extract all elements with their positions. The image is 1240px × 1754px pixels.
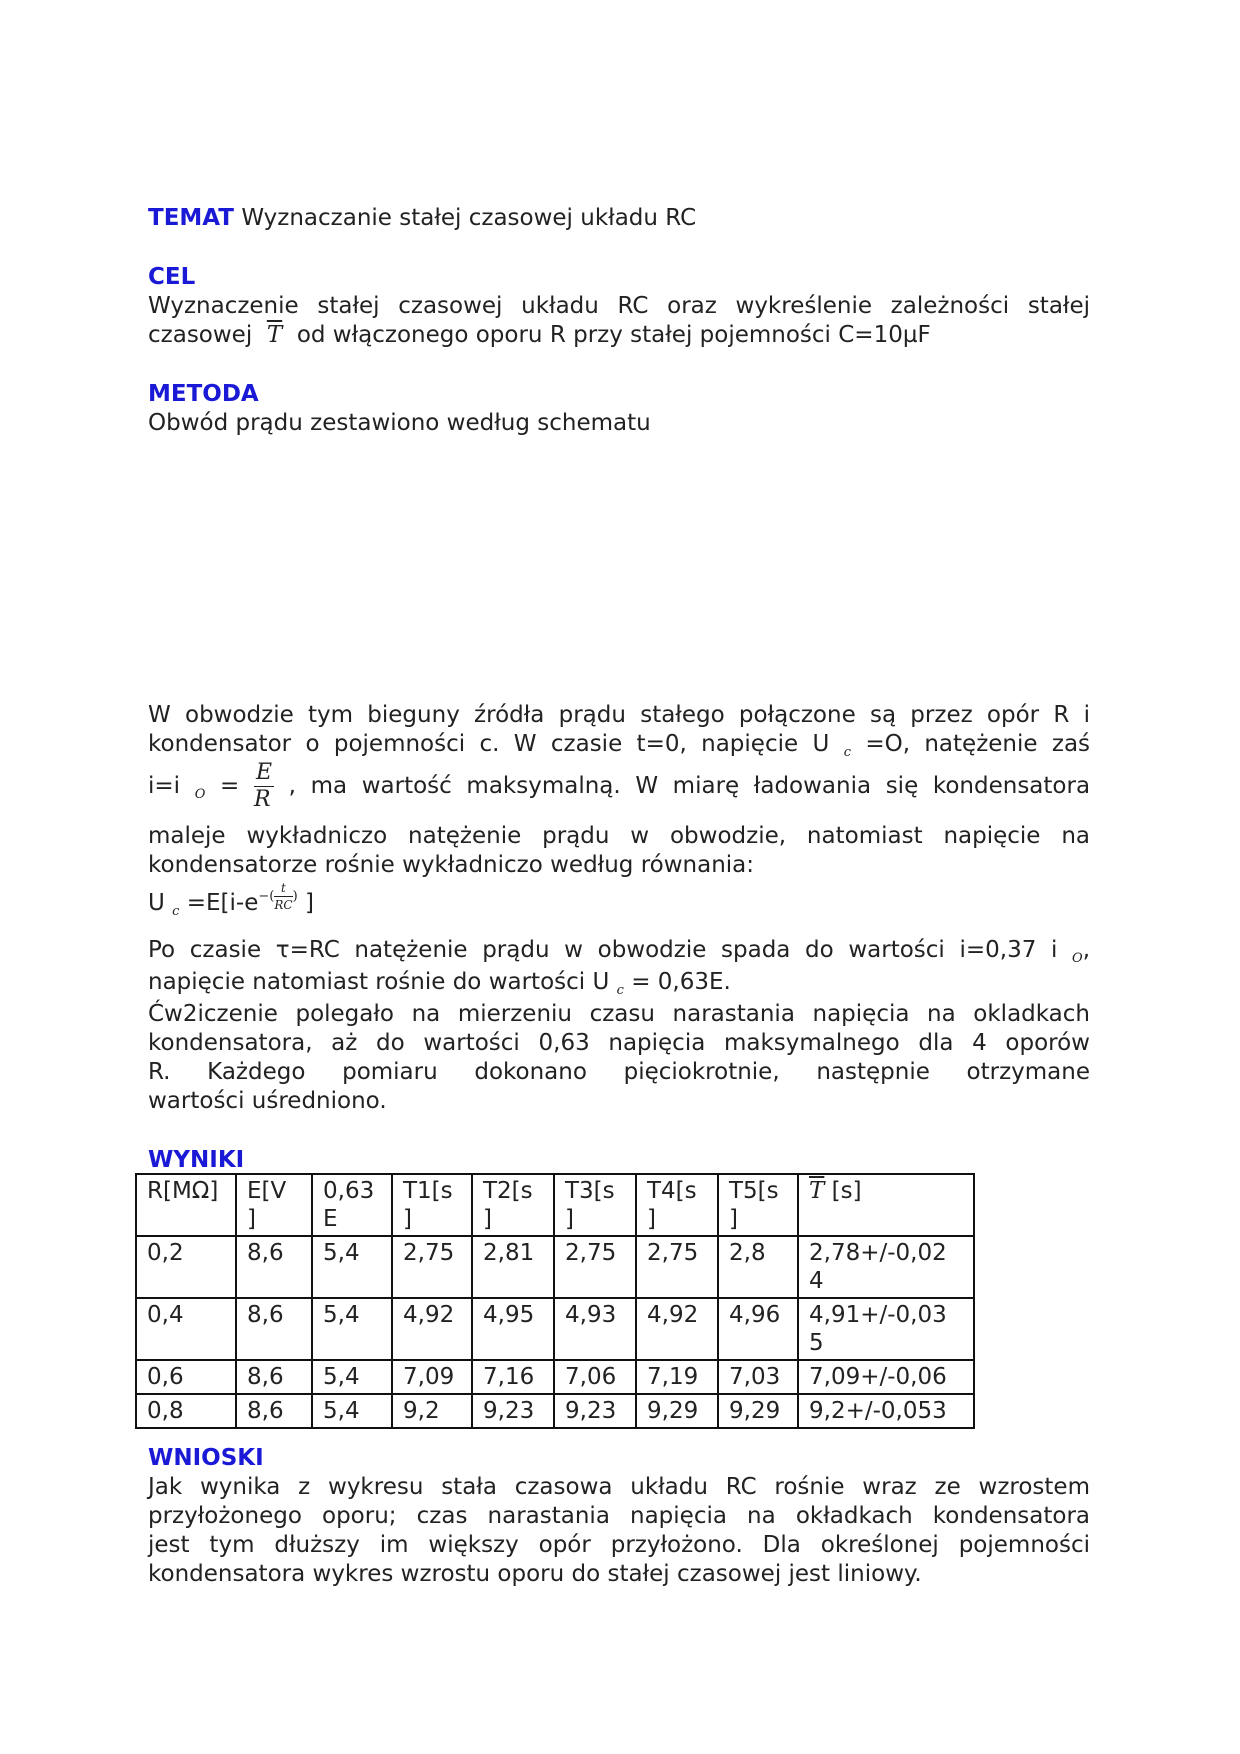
- body-line-4: maleje wykładniczo natężenie prądu w obwodzie, natomiast napięcie na: [148, 823, 1090, 849]
- wnioski-line-1: Jak wynika z wykresu stała czasowa układu RC rośnie wraz ze wzrostem: [148, 1474, 1090, 1500]
- results-table: [135, 1173, 975, 1429]
- table-cell: 0,4: [136, 1298, 236, 1360]
- header-cell: 0,63 E: [312, 1174, 392, 1236]
- table-cell: 0,8: [136, 1394, 236, 1428]
- exponent-fraction: $\frac{t}{RC}$: [274, 881, 293, 912]
- table-row: [136, 1394, 974, 1428]
- header-cell-tau: $\overline{T}$ [s]: [798, 1174, 974, 1236]
- table-cell: 7,16: [472, 1360, 554, 1394]
- tau-symbol: $\overline{T}$: [266, 322, 283, 348]
- cel-paragraph: [148, 292, 1090, 350]
- table-cell: 5,4: [312, 1394, 392, 1428]
- table-row: [136, 1236, 974, 1298]
- table-cell: 4,95: [472, 1298, 554, 1360]
- table-cell: 4,92: [392, 1298, 472, 1360]
- body-line-5: kondensatorze rośnie wykładniczo według równania:: [148, 852, 755, 878]
- table-cell: 0,6: [136, 1360, 236, 1394]
- table-cell: 7,19: [636, 1360, 718, 1394]
- cel-line-1: Wyznaczenie stałej czasowej układu RC oraz wykreślenie zależności stałej: [148, 293, 1090, 319]
- table-cell: 4,93: [554, 1298, 636, 1360]
- p3-line-4: wartości uśredniono.: [148, 1088, 387, 1114]
- header-cell: T4[s ]: [636, 1174, 718, 1236]
- average-cell: 9,2+/-0,053: [798, 1394, 974, 1428]
- header-cell: T1[s ]: [392, 1174, 472, 1236]
- temat-label: TEMAT: [148, 205, 234, 231]
- header-cell: T3[s ]: [554, 1174, 636, 1236]
- table-cell: 9,2: [392, 1394, 472, 1428]
- average-cell: 7,09+/-0,06: [798, 1360, 974, 1394]
- cel-line-2-post: od włączonego oporu R przy stałej pojemności C=10µF: [296, 322, 931, 348]
- body-line-1: W obwodzie tym bieguny źródła prądu stałego połączone są przez opór R i: [148, 702, 1090, 728]
- temat-line: [148, 204, 1090, 233]
- table-cell: 9,29: [636, 1394, 718, 1428]
- wnioski-line-2: przyłożonego oporu; czas narastania napięcia na okładkach kondensatora: [148, 1503, 1090, 1529]
- p2-line-2: napięcie natomiast rośnie do wartości U $_c$ = 0,63E.: [148, 969, 731, 998]
- table-row: [136, 1298, 974, 1360]
- header-cell: T5[s ]: [718, 1174, 798, 1236]
- temat-text: Wyznaczanie stałej czasowej układu RC: [241, 205, 697, 231]
- table-cell: 5,4: [312, 1298, 392, 1360]
- average-cell: 2,78+/-0,02 4: [798, 1236, 974, 1298]
- cel-line-2: [148, 321, 1090, 350]
- p3-line-1: Ćw2iczenie polegało na mierzeniu czasu narastania napięcia na okladkach: [148, 1001, 1090, 1027]
- metoda-text: Obwód prądu zestawiono według schematu: [148, 410, 651, 436]
- table-cell: 5,4: [312, 1360, 392, 1394]
- table-cell: 2,81: [472, 1236, 554, 1298]
- wnioski-paragraph: [148, 1473, 1090, 1589]
- wyniki-heading: WYNIKI: [148, 1147, 245, 1173]
- header-cell: T2[s ]: [472, 1174, 554, 1236]
- table-cell: 8,6: [236, 1360, 312, 1394]
- table-cell: 7,06: [554, 1360, 636, 1394]
- table-cell: 2,75: [636, 1236, 718, 1298]
- table-cell: 9,29: [718, 1394, 798, 1428]
- wnioski-line-3: jest tym dłuższy im większy opór przyłożono. Dla określonej pojemności: [148, 1532, 1090, 1558]
- table-header-row: [136, 1174, 974, 1236]
- body-line-3: i=i $_O$ = $\frac{E}{R}$ , ma wartość maksymalną. W miarę ładowania się kondensatora: [148, 760, 1091, 812]
- body-paragraph-2: [148, 936, 1090, 1116]
- cel-heading: CEL: [148, 264, 196, 290]
- table-cell: 9,23: [554, 1394, 636, 1428]
- capacitor-voltage-equation: U $_c =E[i-e^{-( \frac{t}{RC} )}$ ]: [148, 881, 314, 919]
- table-cell: 8,6: [236, 1298, 312, 1360]
- table-cell: 2,8: [718, 1236, 798, 1298]
- table-cell: 0,2: [136, 1236, 236, 1298]
- table-cell: 4,96: [718, 1298, 798, 1360]
- cel-line-2-pre: czasowej: [148, 322, 253, 348]
- wnioski-line-4: kondensatora wykres wzrostu oporu do stałej czasowej jest liniowy.: [148, 1561, 922, 1587]
- fraction-e-over-r: $\frac{E}{R}$: [253, 760, 272, 812]
- table-cell: 8,6: [236, 1236, 312, 1298]
- average-cell: 4,91+/-0,03 5: [798, 1298, 974, 1360]
- table-cell: 2,75: [554, 1236, 636, 1298]
- table-cell: 7,03: [718, 1360, 798, 1394]
- header-cell: E[V ]: [236, 1174, 312, 1236]
- table-cell: 7,09: [392, 1360, 472, 1394]
- p2-line-1: Po czasie τ=RC natężenie prądu w obwodzie spada do wartości i=0,37 i $_O$,: [148, 937, 1090, 966]
- table-cell: 8,6: [236, 1394, 312, 1428]
- table-cell: 9,23: [472, 1394, 554, 1428]
- p3-line-2: kondensatora, aż do wartości 0,63 napięcia maksymalnego dla 4 oporów: [148, 1030, 1090, 1056]
- table-cell: 5,4: [312, 1236, 392, 1298]
- p3-line-3: R. Każdego pomiaru dokonano pięciokrotnie, następnie otrzymane: [148, 1059, 1090, 1085]
- body-paragraph-1-end: [148, 822, 1090, 880]
- table-row: [136, 1360, 974, 1394]
- wnioski-heading: WNIOSKI: [148, 1445, 264, 1471]
- metoda-heading: METODA: [148, 381, 259, 407]
- body-line-2: kondensator o pojemności c. W czasie t=0, napięcie U $_c$ =O, natężenie zaś: [148, 731, 1091, 760]
- table-cell: 2,75: [392, 1236, 472, 1298]
- header-cell: R[MΩ]: [136, 1174, 236, 1236]
- table-cell: 4,92: [636, 1298, 718, 1360]
- body-paragraph-1: [148, 701, 1090, 762]
